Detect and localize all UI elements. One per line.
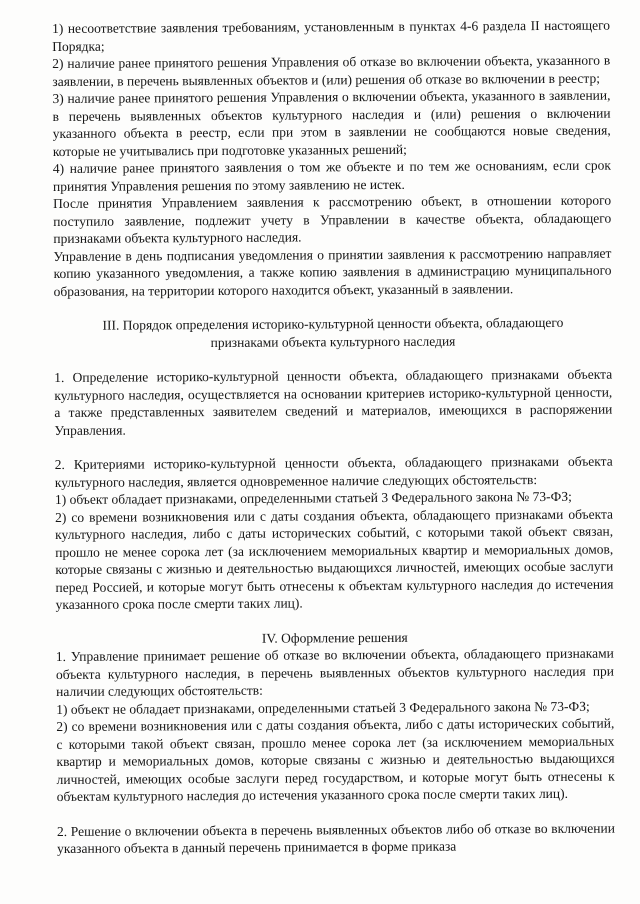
intro-item-2: 2) наличие ранее принятого решения Управления об отказе во включении объекта, указанного в заявлении, в перечень выявленных объектов и (или) решения об отказе во включении в реестр; (52, 52, 611, 89)
intro-item-3: 3) наличие ранее принятого решения Управления о включении объекта, указанного в заявлении, в перечень выявленных объектов культурного наследия и (или) решения о включении указанного объекта в реестр, если при этом в заявлении не сообщаются новые сведения, которые не учитывались при подготовке указанных решений; (52, 87, 611, 159)
paragraph-after-acceptance: После принятия Управлением заявления к рассмотрению объект, в отношении которого поступило заявление, подлежит учету в Управлении в качестве объекта, обладающего признаками объекта культурного наследия. (53, 192, 612, 246)
intro-item-4: 4) наличие ранее принятого заявления о том же объекте и по тем же основаниям, если срок принятия Управления решения по этому заявлению не истек. (52, 157, 611, 194)
section-3-paragraph-1: 1. Определение историко-культурной ценности объекта, обладающего признаками объекта культурного наследия, осуществляется на основании критериев историко-культурной ценности, а также представленных заявителем сведений и материалов, имеющихся в распоряжении Управления. (54, 366, 613, 438)
section-4-item-2: 2) со времени возникновения или с даты создания объекта, либо с даты исторических событий, с которыми такой объект связан, прошло менее сорока лет (за исключением мемориальных квартир и мемориальных домов, которые связаны с жизнью и деятельностью выдающихся личностей, имеющих особые заслуги перед государством, и которые могут быть отнесены к объектам культурного наследия до истечения указанного срока после смерти таких лиц). (56, 715, 615, 804)
section-4-title: IV. Оформление решения (261, 629, 408, 646)
section-4-paragraph-1: 1. Управление принимает решение об отказе во включении объекта, обладающего признаками объекта культурного наследия, в перечень выявленных объектов культурного наследия при наличии следующих обстоятельств: (55, 645, 615, 699)
section-4-item-1: 1) объект не обладает признаками, определенными статьей 3 Федерального закона № 73-ФЗ; (56, 698, 590, 717)
intro-item-1: 1) несоответствие заявления требованиям, установленным в пунктах 4-6 раздела II настоящего Порядка; (52, 17, 611, 54)
paragraph-notification: Управление в день подписания уведомления о принятии заявления к рассмотрению направляет копию указанного уведомления, а также копию заявления в администрацию муниципального образования, на территории которого находится объект, указанный в заявлении. (53, 245, 612, 299)
document-body (52, 17, 615, 858)
section-4-paragraph-2: 2. Решение о включении объекта в перечень выявленных объектов либо об отказе во включении указанного объекта в данный перечень принимается в форме приказа (56, 820, 615, 856)
section-3-item-2: 2) со времени возникновения или с даты создания объекта, обладающего признаками объекта культурного наследия, либо с даты исторических событий, с которыми такой объект связан, прошло не менее сорока лет (за исключением мемориальных квартир и мемориальных домов, которые связаны с жизнью и деятельностью выдающихся личностей, имеющих особые заслуги перед Россией, и которые могут быть отнесены к объектам культурного наследия до истечения указанного срока после смерти таких лиц). (54, 506, 614, 612)
section-3-title: III. Порядок определения историко-культурной ценности объекта, обладающего признаками объекта культурного наследия (102, 314, 564, 350)
section-3-paragraph-2: 2. Критериями историко-культурной ценности объекта, обладающего признаками объекта культурного наследия, является одновременное наличие следующих обстоятельств: (54, 453, 613, 490)
section-3-item-1: 1) объект обладает признаками, определенными статьей 3 Федерального закона № 73-ФЗ; (54, 488, 572, 507)
